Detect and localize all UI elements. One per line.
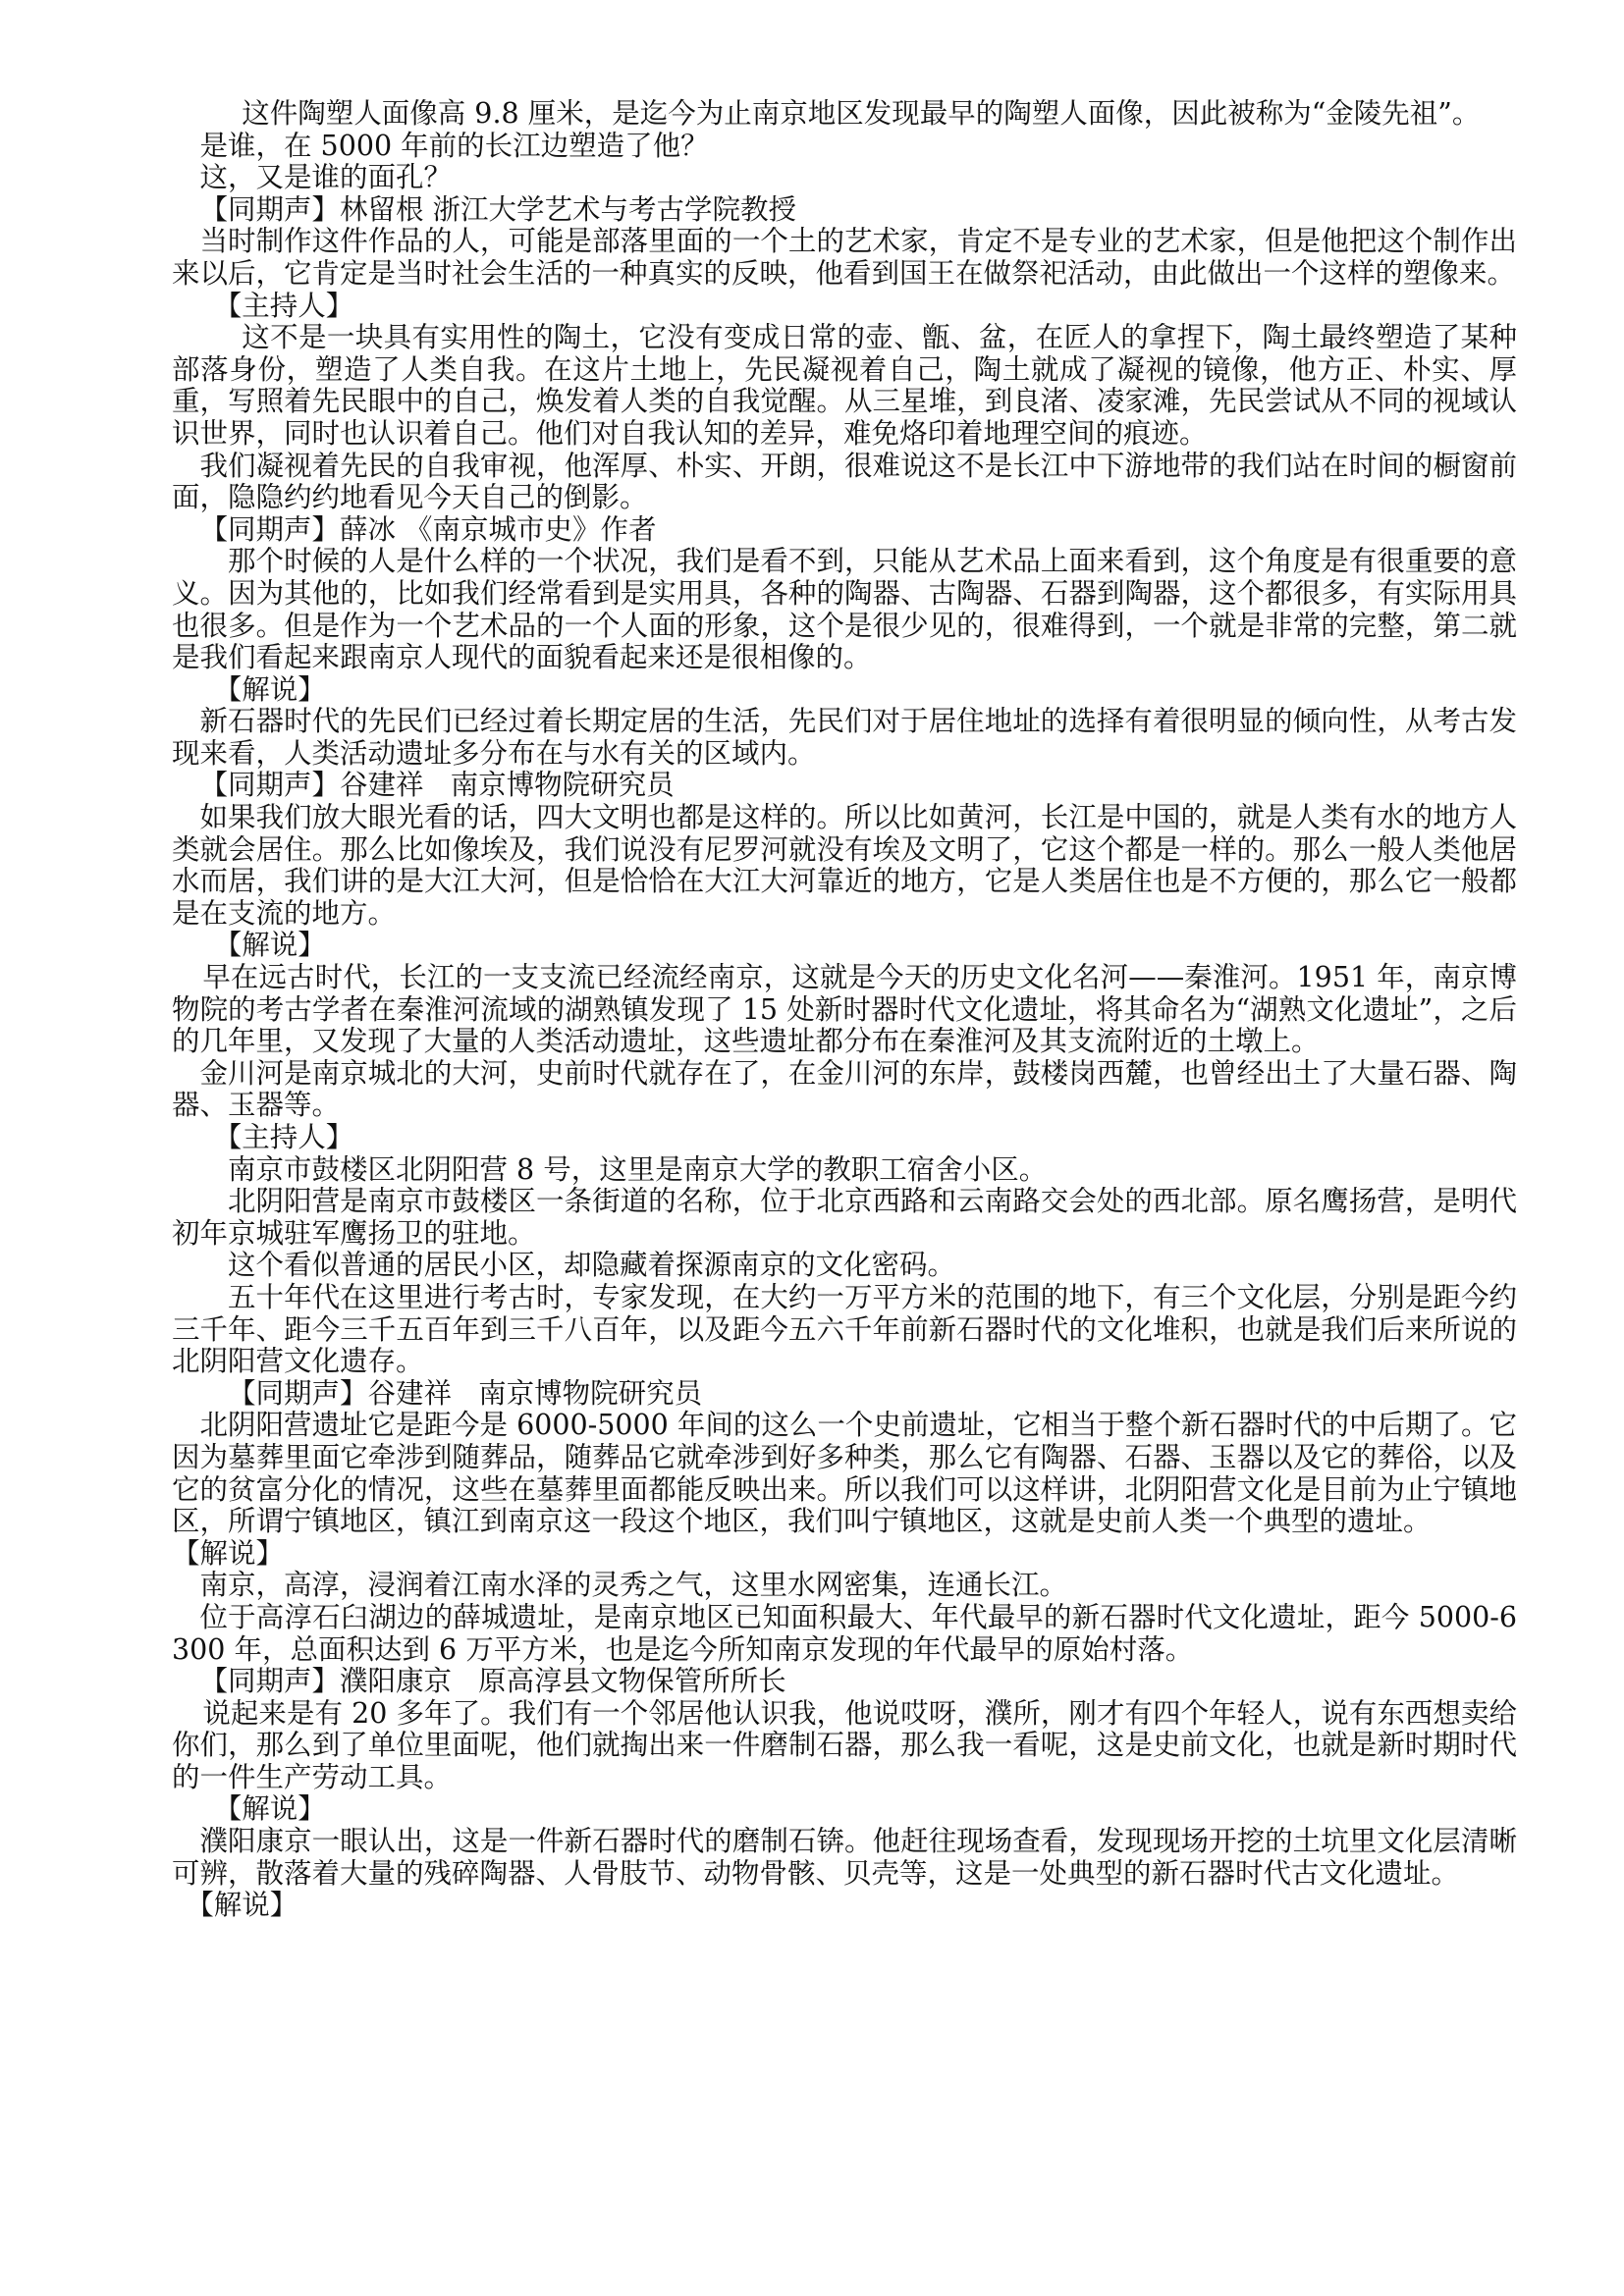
paragraph: 北阴阳营是南京市鼓楼区一条街道的名称，位于北京西路和云南路交会处的西北部。原名鹰扬营，是明代初年京城驻军鹰扬卫的驻地。 xyxy=(172,1185,1517,1250)
paragraph: 【解说】 xyxy=(213,929,326,962)
paragraph: 【主持人】 xyxy=(213,1121,354,1153)
paragraph: 这，又是谁的面孔？ xyxy=(199,161,453,194)
paragraph: 濮阳康京一眼认出，这是一件新石器时代的磨制石锛。他赶往现场查看，发现现场开挖的土坑里文化层清晰可辨，散落着大量的残碎陶器、人骨肢节、动物骨骸、贝壳等，这是一处典型的新石器时代古文化遗址。 xyxy=(172,1825,1517,1890)
paragraph: 早在远古时代，长江的一支支流已经流经南京，这就是今天的历史文化名河——秦淮河。1951 年，南京博物院的考古学者在秦淮河流域的湖熟镇发现了 15 处新时器时代文化遗址，将其命名为“湖熟文化遗址”，之后的几年里，又发现了大量的人类活动遗址，这些遗址都分布在秦淮河及其支流附近的土墩上。 xyxy=(172,961,1517,1058)
paragraph: 【解说】 xyxy=(213,1792,326,1826)
paragraph: 这个看似普通的居民小区，却隐藏着探源南京的文化密码。 xyxy=(228,1249,956,1282)
paragraph: 这件陶塑人面像高 9.8 厘米，是迄今为止南京地区发现最早的陶塑人面像，因此被称为“金陵先祖”。 xyxy=(242,97,1481,130)
paragraph: 五十年代在这里进行考古时，专家发现，在大约一万平方米的范围的地下，有三个文化层，分别是距今约三千年、距今三千五百年到三千八百年，以及距今五六千年前新石器时代的文化堆积，也就是我们后来所说的北阴阳营文化遗存。 xyxy=(172,1280,1517,1378)
paragraph: 南京，高淳，浸润着江南水泽的灵秀之气，这里水网密集，连通长江。 xyxy=(199,1569,1068,1602)
paragraph: 南京市鼓楼区北阴阳营 8 号，这里是南京大学的教职工宿舍小区。 xyxy=(228,1152,1048,1186)
paragraph: 那个时候的人是什么样的一个状况，我们是看不到，只能从艺术品上面来看到，这个角度是有很重要的意义。因为其他的，比如我们经常看到是实用具，各种的陶器、古陶器、石器到陶器，这个都很多，有实际用具也很多。但是作为一个艺术品的一个人面的形象，这个是很少见的，很难得到，一个就是非常的完整，第二就是我们看起来跟南京人现代的面貌看起来还是很相像的。 xyxy=(172,545,1517,674)
paragraph: 【解说】 xyxy=(186,1889,298,1922)
paragraph: 【解说】 xyxy=(172,1536,285,1570)
paragraph: 【同期声】薛冰 《南京城市史》作者 xyxy=(199,512,657,546)
paragraph: 金川河是南京城北的大河，史前时代就存在了，在金川河的东岸，鼓楼岗西麓，也曾经出土了大量石器、陶器、玉器等。 xyxy=(172,1056,1517,1122)
paragraph: 新石器时代的先民们已经过着长期定居的生活，先民们对于居住地址的选择有着很明显的倾向性，从考古发现来看，人类活动遗址多分布在与水有关的区域内。 xyxy=(172,705,1517,770)
paragraph: 位于高淳石臼湖边的薛城遗址，是南京地区已知面积最大、年代最早的新石器时代文化遗址，距今 5000-6300 年，总面积达到 6 万平方米，也是迄今所知南京发现的年代最早的原始村落。 xyxy=(172,1600,1517,1666)
paragraph: 这不是一块具有实用性的陶土，它没有变成日常的壶、甑、盆，在匠人的拿捏下，陶土最终塑造了某种部落身份，塑造了人类自我。在这片土地上，先民凝视着自己，陶土就成了凝视的镜像，他方正、朴实、厚重，写照着先民眼中的自己，焕发着人类的自我觉醒。从三星堆，到良渚、凌家滩，先民尝试从不同的视域认识世界，同时也认识着自己。他们对自我认知的差异，难免烙印着地理空间的痕迹。 xyxy=(172,321,1517,450)
paragraph: 当时制作这件作品的人，可能是部落里面的一个土的艺术家，肯定不是专业的艺术家，但是他把这个制作出来以后，它肯定是当时社会生活的一种真实的反映，他看到国王在做祭祀活动，由此做出一个这样的塑像来。 xyxy=(172,225,1517,290)
paragraph: 【同期声】谷建祥 南京博物院研究员 xyxy=(199,769,675,802)
paragraph: 【同期声】濮阳康京 原高淳县文物保管所所长 xyxy=(199,1665,786,1698)
paragraph: 说起来是有 20 多年了。我们有一个邻居他认识我，他说哎呀，濮所，刚才有四个年轻人，说有东西想卖给你们，那么到了单位里面呢，他们就掏出来一件磨制石器，那么我一看呢，这是史前文化，也就是新时期时代的一件生产劳动工具。 xyxy=(172,1696,1517,1793)
paragraph: 我们凝视着先民的自我审视，他浑厚、朴实、开朗，很难说这不是长江中下游地带的我们站在时间的橱窗前面，隐隐约约地看见今天自己的倒影。 xyxy=(172,449,1517,514)
paragraph: 是谁，在 5000 年前的长江边塑造了他？ xyxy=(199,129,709,162)
document-body xyxy=(172,98,1517,1922)
paragraph: 北阴阳营遗址它是距今是 6000-5000 年间的这么一个史前遗址，它相当于整个新石器时代的中后期了。它因为墓葬里面它牵涉到随葬品，随葬品它就牵涉到好多种类，那么它有陶器、石器、玉器以及它的葬俗，以及它的贫富分化的情况，这些在墓葬里面都能反映出来。所以我们可以这样讲，北阴阳营文化是目前为止宁镇地区，所谓宁镇地区，镇江到南京这一段这个地区，我们叫宁镇地区，这就是史前人类一个典型的遗址。 xyxy=(172,1409,1517,1538)
paragraph: 【同期声】谷建祥 南京博物院研究员 xyxy=(228,1376,703,1410)
paragraph: 【同期声】林留根 浙江大学艺术与考古学院教授 xyxy=(199,192,797,226)
paragraph: 【解说】 xyxy=(213,672,326,706)
paragraph: 【主持人】 xyxy=(213,289,354,322)
paragraph: 如果我们放大眼光看的话，四大文明也都是这样的。所以比如黄河，长江是中国的，就是人类有水的地方人类就会居住。那么比如像埃及，我们说没有尼罗河就没有埃及文明了，它这个都是一样的。那么一般人类他居水而居，我们讲的是大江大河，但是恰恰在大江大河靠近的地方，它是人类居住也是不方便的，那么它一般都是在支流的地方。 xyxy=(172,801,1517,930)
